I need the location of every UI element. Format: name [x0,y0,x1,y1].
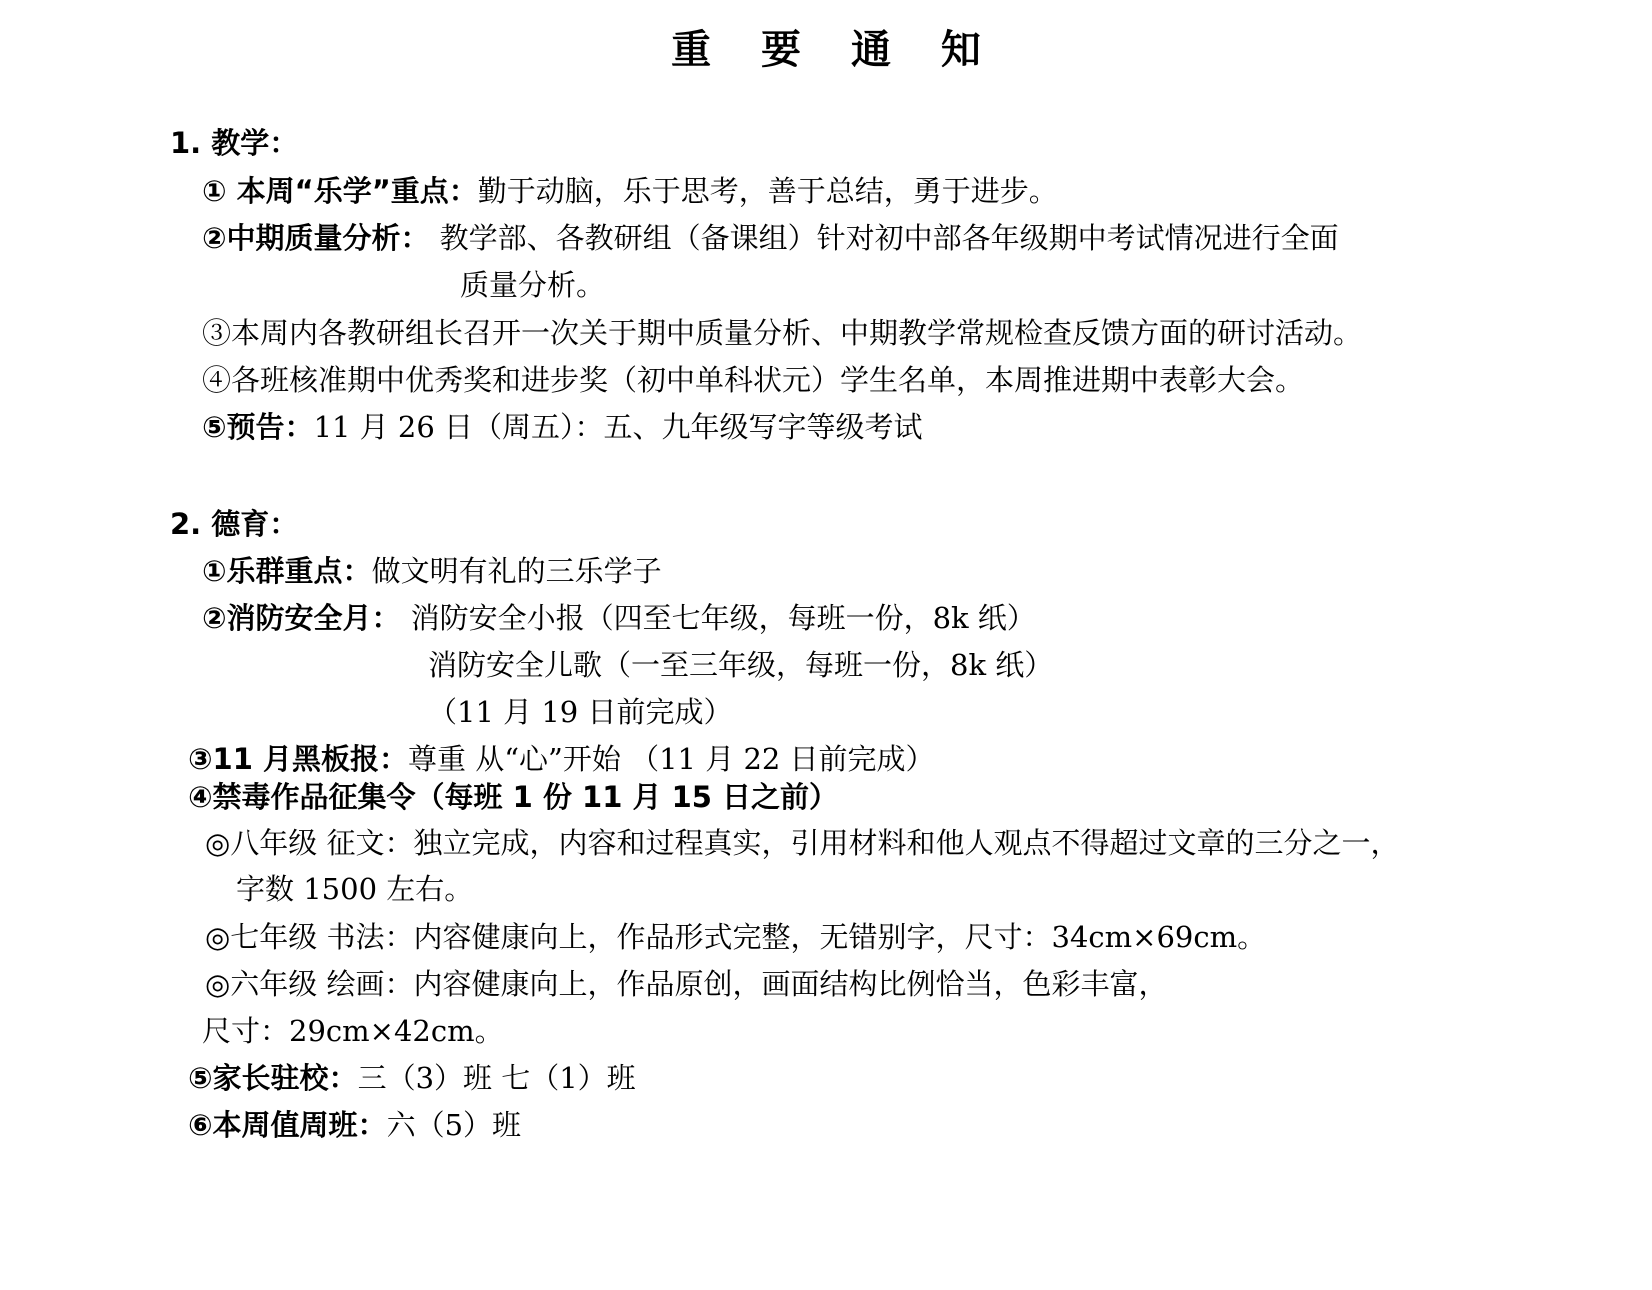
moral-item-6-text: 六（5）班 [386,1108,522,1142]
teaching-item-4: ④各班核准期中优秀奖和进步奖（初中单科状元）学生名单，本周推进期中表彰大会。 [202,363,1305,397]
teaching-item-5-text: 11 月 26 日（周五）：五、九年级写字等级考试 [313,410,923,444]
teaching-item-2 [202,221,1339,255]
teaching-item-5-label: ⑤预告： [202,410,314,444]
page-title: 重 要 通 知 [671,27,999,73]
moral-item-6 [188,1108,521,1142]
moral-item-2-label: ②消防安全月： [202,601,401,635]
moral-item-1-text: 做文明有礼的三乐学子 [371,554,662,588]
teaching-item-2-label: ②中期质量分析： [202,221,430,255]
moral-item-2-text-3: （11 月 19 日前完成） [428,695,733,729]
moral-item-2 [202,601,1036,635]
moral-item-2-text-1: 消防安全小报（四至七年级，每班一份，8k 纸） [410,601,1036,635]
moral-item-2-text-2: 消防安全儿歌（一至三年级，每班一份，8k 纸） [428,648,1054,682]
teaching-item-2-continuation: 质量分析。 [460,268,606,302]
teaching-item-1 [202,174,1058,208]
moral-item-4-heading: ④禁毒作品征集令（每班 1 份 11 月 15 日之前） [188,780,839,814]
section-heading-moral: 2. 德育： [170,507,299,541]
teaching-item-2-text: 教学部、各教研组（备课组）针对初中部各年级期中考试情况进行全面 [439,221,1339,255]
grade7-requirement: ◎七年级 书法：内容健康向上，作品形式完整，无错别字，尺寸：34cm×69cm。 [205,920,1267,954]
moral-item-5-text: 三（3）班 七（1）班 [357,1061,636,1095]
grade6-requirement-continuation: 尺寸：29cm×42cm。 [202,1014,504,1048]
teaching-item-1-text: 勤于动脑，乐于思考，善于总结，勇于进步。 [477,174,1058,208]
moral-item-1 [202,554,662,588]
moral-item-5-label: ⑤家长驻校： [188,1061,358,1095]
moral-item-3-text: 尊重 从“心”开始 （11 月 22 日前完成） [408,742,935,776]
grade8-requirement: ◎八年级 征文：独立完成，内容和过程真实，引用材料和他人观点不得超过文章的三分之一， [205,826,1400,860]
moral-item-6-label: ⑥本周值周班： [188,1108,387,1142]
grade8-requirement-continuation: 字数 1500 左右。 [236,872,474,906]
grade6-requirement: ◎六年级 绘画：内容健康向上，作品原创，画面结构比例恰当，色彩丰富， [205,967,1168,1001]
teaching-item-5 [202,410,923,444]
section-heading-teaching: 1. 教学： [170,126,299,160]
teaching-item-3: ③本周内各教研组长召开一次关于期中质量分析、中期教学常规检查反馈方面的研讨活动。 [202,316,1363,350]
moral-item-3-label: ③11 月黑板报： [188,742,409,776]
moral-item-1-label: ①乐群重点： [202,554,372,588]
moral-item-3 [188,742,935,776]
teaching-item-1-label: ① 本周“乐学”重点： [202,174,478,208]
moral-item-5 [188,1061,636,1095]
